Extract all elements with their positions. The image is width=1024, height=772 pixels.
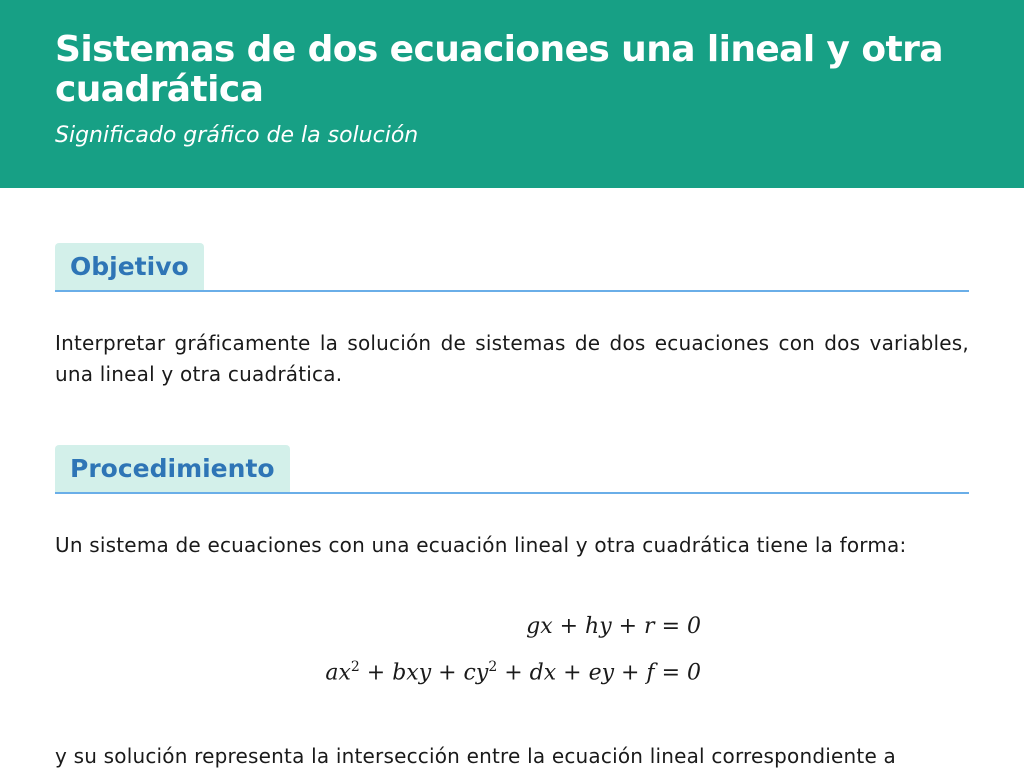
equation-system xyxy=(55,607,969,693)
section-objetivo-header xyxy=(55,243,969,292)
exponent-a: 2 xyxy=(350,659,360,675)
quadratic-term-b: + bxy + cy xyxy=(359,660,489,686)
procedimiento-paragraph: Un sistema de ecuaciones con una ecuación lineal y otra cuadrática tiene la forma: xyxy=(55,533,907,557)
section-procedimiento-header xyxy=(55,445,969,494)
page-title: Sistemas de dos ecuaciones una lineal y otra cuadrática xyxy=(55,29,943,110)
objetivo-paragraph: Interpretar gráficamente la solución de sistemas de dos ecuaciones con dos variables, una lineal y otra cuadrática. xyxy=(55,331,969,386)
page-subtitle: Significado gráfico de la solución xyxy=(55,123,419,148)
quadratic-term-a: ax xyxy=(325,660,351,686)
section-heading-procedimiento: Procedimiento xyxy=(55,445,290,492)
exponent-c: 2 xyxy=(488,659,498,675)
linear-equation: gx + hy + r = 0 xyxy=(526,614,701,639)
section-heading-objetivo: Objetivo xyxy=(55,243,204,290)
page-header xyxy=(0,0,1024,188)
solution-paragraph: y su solución representa la intersección entre la ecuación lineal correspondiente a xyxy=(55,744,896,769)
quadratic-equation xyxy=(55,647,701,693)
main-content xyxy=(0,243,1024,772)
quadratic-term-c: + dx + ey + f = 0 xyxy=(497,660,701,686)
